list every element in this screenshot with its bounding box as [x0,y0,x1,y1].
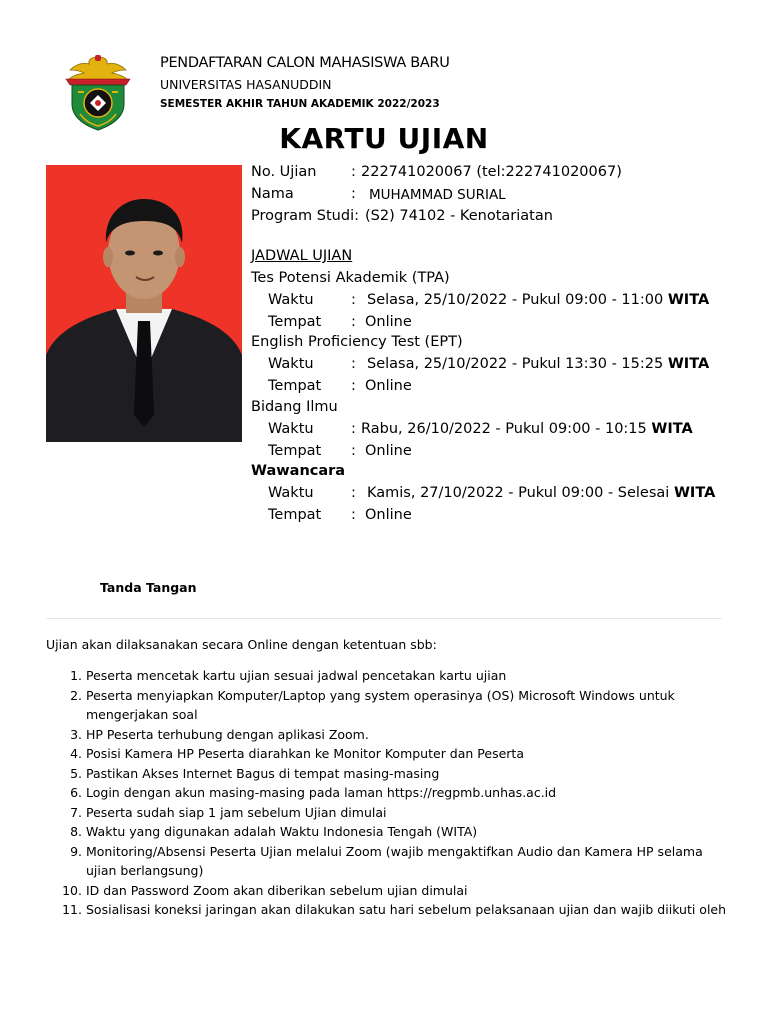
list-item-text: Pastikan Akses Internet Bagus di tempat masing-masing [86,765,440,781]
list-item-text: Peserta mencetak kartu ujian sesuai jadwal pencetakan kartu ujian [86,668,507,683]
university-logo [62,52,134,132]
list-item [46,666,726,686]
tempat-value: Online [365,507,412,523]
list-item-text: Peserta sudah siap 1 jam sebelum Ujian dimulai [86,804,387,820]
list-item-text: Posisi Kamera HP Peserta diarahkan ke Monitor Komputer dan Peserta [86,746,524,761]
list-item-number: 10. [62,882,82,898]
time-zone: WITA [651,421,693,437]
tempat-separator: : [351,314,356,330]
header-line-1: PENDAFTARAN CALON MAHASISWA BARU [160,55,450,71]
list-item [46,881,726,901]
list-item-text: HP Peserta terhubung dengan aplikasi Zoom. [86,726,369,742]
nama-value: MUHAMMAD SURIAL [369,187,506,203]
list-item-number: 6. [70,785,82,800]
list-item-number: 7. [70,804,82,820]
list-item [46,783,726,803]
list-item-number: 2. [70,687,82,703]
list-item [46,803,726,823]
header-line-2: UNIVERSITAS HASANUDDIN [160,77,332,92]
tempat-label: Tempat [268,443,322,459]
list-item-text: Waktu yang digunakan adalah Waktu Indonesia Tengah (WITA) [86,824,478,839]
waktu-value: Selasa, 25/10/2022 - Pukul 09:00 - 11:00 [367,292,664,308]
list-item-number: 8. [70,824,82,839]
list-item-number: 4. [70,746,82,761]
exam-name: Bidang Ilmu [251,399,338,415]
prodi-label: Program Studi: [251,208,359,224]
tempat-separator: : [351,443,356,459]
list-item-number: 1. [70,668,82,683]
list-item [46,686,726,725]
no-ujian-separator: : [351,164,356,180]
exam-name: English Proficiency Test (EPT) [251,334,463,350]
waktu-separator: : [351,292,356,308]
nama-label: Nama [251,186,294,202]
list-item [46,822,726,842]
waktu-value: Selasa, 25/10/2022 - Pukul 13:30 - 15:25 [367,356,664,372]
no-ujian-label: No. Ujian [251,164,317,180]
jadwal-heading: JADWAL UJIAN [251,248,353,264]
list-item [46,900,726,920]
list-item-number: 3. [70,726,82,742]
list-item-text: Login dengan akun masing-masing pada laman https://regpmb.unhas.ac.id [86,785,557,800]
list-item [46,764,726,784]
header-line-3: SEMESTER AKHIR TAHUN AKADEMIK 2022/2023 [160,98,440,110]
rules-list [46,666,726,920]
page-title: KARTU UJIAN [279,122,489,155]
list-item [46,842,726,881]
list-item-number: 11. [62,902,82,917]
waktu-label: Waktu [268,292,314,308]
waktu-separator: : [351,485,356,501]
tempat-label: Tempat [268,378,322,394]
divider [46,618,722,619]
waktu-label: Waktu [268,485,314,501]
list-item-text: Sosialisasi koneksi jaringan akan dilakukan satu hari sebelum pelaksanaan ujian dan wajib diikuti oleh [86,902,726,917]
list-item [46,744,726,764]
waktu-separator: : [351,356,356,372]
tempat-label: Tempat [268,314,322,330]
waktu-label: Waktu [268,421,314,437]
list-item-text: Peserta menyiapkan Komputer/Laptop yang system operasinya (OS) Microsoft Windows untuk mengerjakan soal [86,687,675,722]
nama-separator: : [351,186,356,202]
tempat-value: Online [365,378,412,394]
list-item-number: 9. [70,843,82,859]
list-item-number: 5. [70,765,82,781]
exam-name: Tes Potensi Akademik (TPA) [251,270,450,286]
tempat-separator: : [351,378,356,394]
tempat-separator: : [351,507,356,523]
tempat-value: Online [365,443,412,459]
list-item [46,725,726,745]
exam-name: Wawancara [251,463,346,479]
prodi-value: (S2) 74102 - Kenotariatan [365,208,553,224]
time-zone: WITA [667,356,710,372]
waktu-label: Waktu [268,356,314,372]
no-ujian-value: 222741020067 (tel:222741020067) [361,164,622,180]
tempat-label: Tempat [268,507,322,523]
waktu-separator: : [351,421,356,437]
list-item-text: Monitoring/Absensi Peserta Ujian melalui Zoom (wajib mengaktifkan Audio dan Kamera HP selama ujian berlangsung) [86,843,703,878]
notes-intro: Ujian akan dilaksanakan secara Online dengan ketentuan sbb: [46,637,437,652]
tempat-value: Online [365,314,412,330]
waktu-value: Kamis, 27/10/2022 - Pukul 09:00 - Selesai [367,485,670,501]
participant-photo [46,165,242,442]
signature-label: Tanda Tangan [100,580,197,595]
time-zone: WITA [673,485,716,501]
list-item-text: ID dan Password Zoom akan diberikan sebelum ujian dimulai [86,882,468,898]
time-zone: WITA [667,292,710,308]
waktu-value: Rabu, 26/10/2022 - Pukul 09:00 - 10:15 [361,421,647,437]
